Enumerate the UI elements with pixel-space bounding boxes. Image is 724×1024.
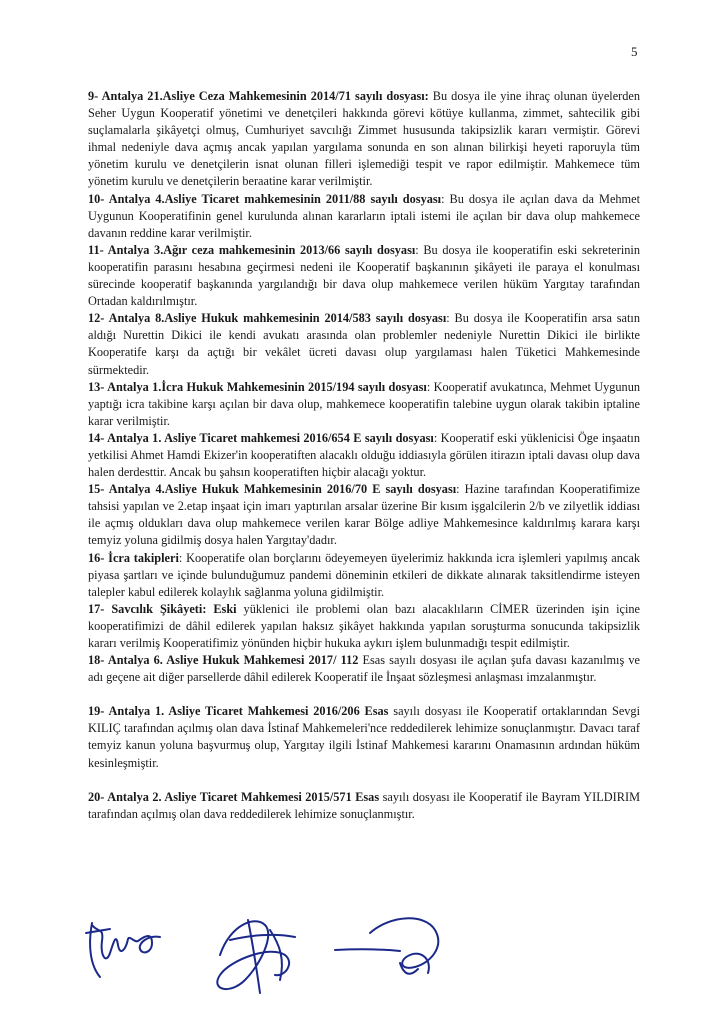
paragraph-text: : Kooperatif avukatınca, Mehmet Uygunun yaptığı icra takibine karşı açılan bir dava olup, mahkemece kooperatifin talebine uygun olarak takibin iptaline karar verilmiştir. [88,379,640,428]
paragraph-text: Bu dosya ile yine ihraç olunan üyelerden Seher Uygun Kooperatif yönetimi ve denetçileri hakkında görevi kötüye kullanma, zimmet, sahtecilik gibi suçlamalarla şikâyetçi olmuş, Cumhuriyet savcılığı Zimmet hususunda takipsizlik kararı vermiştir. Görevi ihmal nedeniyle dava açmış ancak yapılan yargılama sonunda en son alınan bilirkişi heyeti raporuyla tüm yönetim kurulu ve denetçilerin isnat olunan filleri işlemediği tespit ve rapor edilmiştir. Mahkemece tüm yönetim kurulu ve denetçilerin beraatine karar verilmiştir. [88,89,640,189]
paragraph-text: : Kooperatife olan borçlarını ödeyemeyen üyelerimiz hakkında icra işlemleri yapılmış ancak piyasa şartları ve içinde bulunduğumuz pandemi döneminin etkileri de dikkate alınarak taksitlendirme isteyen talepler kabul edilerek kolaylık sağlanma yoluna gidilmiştir. [88,550,640,599]
paragraph-text: : Hazine tarafından Kooperatifimize tahsisi yapılan ve 2.etap inşaat için imarı yaptırılan arsalar üzerine Bir kısım işgalcilerin 2/b ve zilyetlik iddiası ile açmış oldukları dava olup mahkemece verilen karar Bölge adliye Mahkemesince kaldırılmış karara karşı temyiz yoluna gidilmiş dosya halen Yargıtay'dadır. [88,482,641,548]
paragraph-heading: 9- Antalya 21.Asliye Ceza Mahkemesinin 2014/71 sayılı dosyası: [88,89,429,103]
paragraph-item-15 [88,481,640,549]
paragraph-item-10 [88,191,640,242]
paragraph-text: sayılı dosyası ile Kooperatif ile Bayram YILDIRIM tarafından açılmış olan dava reddedilerek lehimize sonuçlanmıştır. [88,789,640,821]
document-body [88,88,640,823]
paragraph-heading: 15- Antalya 4.Asliye Hukuk Mahkemesinin 2016/70 E sayılı dosyası [88,482,457,497]
paragraph-item-19 [88,703,640,771]
paragraph-heading: 16- İcra takipleri [88,550,179,565]
paragraph-item-11 [88,242,640,310]
signatures-area [80,905,480,1005]
paragraph-item-14 [88,430,640,481]
paragraph-heading: 20- Antalya 2. Asliye Ticaret Mahkemesi 2015/571 Esas [88,789,380,804]
paragraph-heading: 10- Antalya 4.Asliye Ticaret mahkemesinin 2011/88 sayılı dosyası [88,191,442,206]
paragraph-text: : Bu dosya ile Kooperatifin arsa satın aldığı Nurettin Dikici ile kendi avukatı arasında olan problemler nedeniyle Nurettin Dikici ile birlikte Kooperatife karşı da açtığı bir vekâlet ücreti davası olup yargılaması halen Tüketici Mahkemesinde sürmektedir. [88,311,641,377]
paragraph-item-16 [88,550,640,601]
paragraph-heading: 17- Savcılık Şikâyeti: Eski [88,601,237,616]
signature-2 [217,920,295,993]
paragraph-heading: 12- Antalya 8.Asliye Hukuk mahkemesinin 2014/583 sayılı dosyası [88,311,447,326]
paragraph-text: : Kooperatif eski yüklenicisi Öge inşaatın yetkilisi Ahmet Hamdi Ekizer'in kooperatiften alacaklı olduğu iddiasıyla görülen itirazın iptali davası olup dava halen derdesttir. Ancak bu şahsın kooperatiften hiçbir alacağı yoktur. [88,430,640,480]
paragraph-item-9 [88,88,640,191]
paragraph-item-17 [88,601,640,652]
paragraph-heading: 11- Antalya 3.Ağır ceza mahkemesinin 2013/66 sayılı dosyası [88,242,416,257]
paragraph-item-13 [88,379,640,430]
paragraph-item-12 [88,310,640,378]
signature-1 [86,923,160,977]
paragraph-text: yüklenici ile problemi olan bazı alacaklıların CİMER üzerinden işin içine kooperatifimizi de dâhil edilerek yapılan haksız şikâyet hakkında yapılan soruşturma sonucunda takipsizlik kararı verilmiş Kooperatifimiz yönünden hiçbir hukuka aykırı işlem bulunmadığı tespit edilmiştir. [88,601,640,650]
paragraph-text: : Bu dosya ile kooperatifin eski sekreterinin kooperatifin parasını hesabına geçirmesi nedeni ile Kooperatif başkanının şikâyeti ile paraya el konulması sürecinde kooperatif başkanında yargılandığı bir dava olup mahkemece verilen hüküm Yargıtay tarafından Ortadan kaldırılmıştır. [88,242,640,309]
paragraph-heading: 13- Antalya 1.İcra Hukuk Mahkemesinin 2015/194 sayılı dosyası [88,379,427,394]
paragraph-heading: 14- Antalya 1. Asliye Ticaret mahkemesi 2016/654 E sayılı dosyası [88,430,434,445]
signature-3 [335,918,438,973]
paragraph-text: sayılı dosyası ile Kooperatif ortaklarından Sevgi KILIÇ tarafından açılmış olan dava İstinaf Mahkemeleri'nce reddedilerek lehimize sonuçlanmıştır. Davacı taraf temyiz kanun yoluna başvurmuş olup, Yargıtay ilgili İstinaf Mahkemesi kararını Onamasının ardından hüküm kesinleşmiştir. [88,704,640,770]
paragraph-heading: 19- Antalya 1. Asliye Ticaret Mahkemesi 2016/206 Esas [88,704,389,719]
paragraph-text: : Bu dosya ile açılan dava da Mehmet Uygunun Kooperatifinin genel kurulunda alınan kararların iptali istemi ile açılan bir dava olup mahkemece davanın reddine karar verilmiştir. [88,191,640,240]
paragraph-text: Esas sayılı dosyası ile açılan şufa davası kazanılmış ve adı geçene ait diğer parsellerde dâhil edilerek Kooperatif ile İnşaat sözleşmesi anlaşması imzalanmıştır. [88,653,640,685]
paragraph-item-18 [88,652,640,686]
paragraph-heading: 18- Antalya 6. Asliye Hukuk Mahkemesi 2017/ 112 [88,653,359,668]
paragraph-item-20 [88,789,640,823]
page-number: 5 [631,44,638,59]
